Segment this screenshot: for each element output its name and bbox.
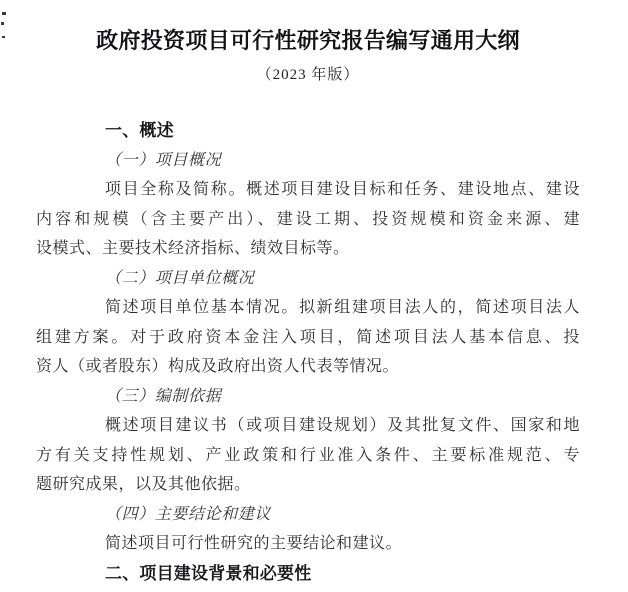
section-1-1-heading: （一）项目概况 (105, 151, 222, 169)
section-1-4-heading: （四）主要结论和建议 (105, 505, 272, 523)
paragraph-line: 组建方案。对于政府资本金注入项目，简述项目法人基本信息、投 (36, 328, 580, 346)
paragraph-line: 方有关支持性规划、产业政策和行业准入条件、主要标准规范、专 (36, 446, 580, 464)
paragraph-line: 简述项目单位基本情况。拟新组建项目法人的，简述项目法人 (105, 299, 580, 316)
paragraph-line: 资人（或者股东）构成及政府出资人代表等情况。 (36, 358, 400, 375)
document-body (36, 116, 580, 588)
scan-artifact (2, 12, 6, 15)
paragraph-line: 内容和规模（含主要产出）、建设工期、投资规模和资金来源、建 (36, 210, 580, 228)
paragraph-line: 设模式、主要技术经济指标、绩效目标等。 (36, 240, 350, 257)
scan-artifact (2, 36, 5, 38)
document-subtitle: （2023 年版） (256, 67, 360, 83)
section-2-heading: 二、项目建设背景和必要性 (105, 563, 312, 583)
paragraph-line: 题研究成果，以及其他依据。 (36, 476, 251, 493)
paragraph-line: 概述项目建议书（或项目建设规划）及其批复文件、国家和地 (105, 417, 580, 434)
paragraph-line: 简述项目可行性研究的主要结论和建议。 (105, 535, 403, 552)
section-1-heading: 一、概述 (105, 121, 174, 140)
section-1-2-heading: （二）项目单位概况 (105, 269, 255, 287)
scan-artifact (1, 22, 4, 25)
section-1-3-heading: （三）编制依据 (105, 387, 222, 405)
paragraph-line: 项目全称及简称。概述项目建设目标和任务、建设地点、建设 (105, 181, 580, 198)
document-title: 政府投资项目可行性研究报告编写通用大纲 (96, 28, 520, 53)
